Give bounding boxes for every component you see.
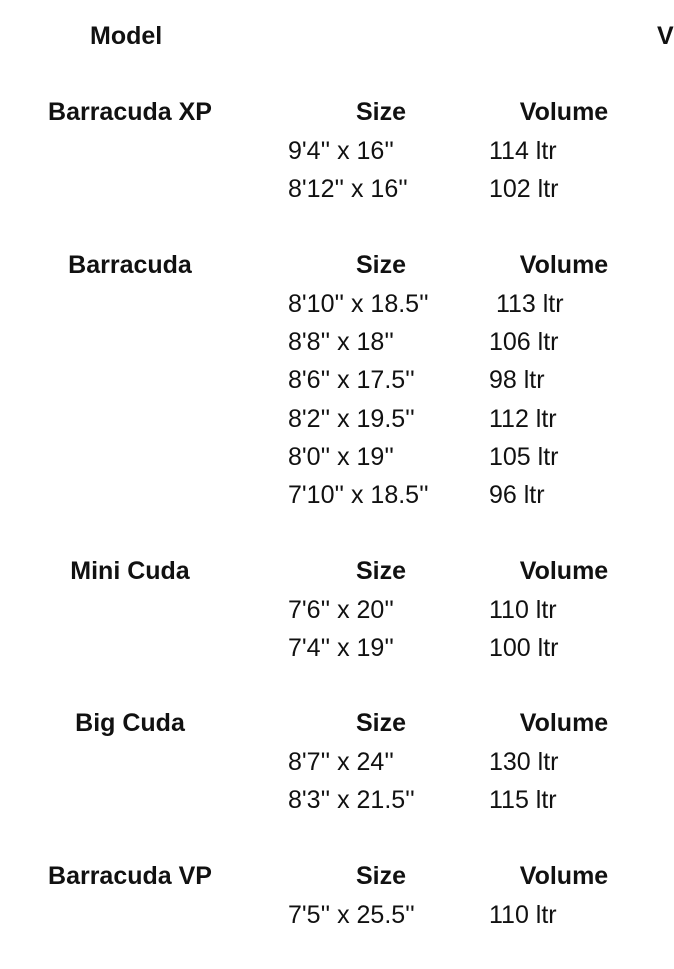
table-row (0, 364, 671, 402)
size-value: 8'7'' x 24'' (288, 748, 394, 776)
size-header: Size (355, 251, 407, 279)
table-row (0, 173, 671, 211)
table-row (0, 632, 671, 670)
size-value: 7'6'' x 20'' (288, 596, 394, 624)
model-name: Mini Cuda (70, 557, 190, 585)
table-row (0, 594, 671, 632)
size-volume-list (0, 899, 671, 937)
size-value: 9'4'' x 16'' (288, 137, 394, 165)
size-volume-list (0, 135, 671, 211)
table-row (0, 326, 671, 364)
volume-value: 115 ltr (489, 786, 557, 815)
size-value: 8'8'' x 18'' (288, 328, 394, 357)
table-row (0, 403, 671, 441)
volume-header: Volume (519, 98, 609, 126)
volume-value: 110 ltr (489, 901, 557, 929)
cut-off-column-header: V (657, 22, 674, 50)
size-value: 7'4'' x 19'' (288, 634, 394, 663)
model-name: Barracuda VP (48, 862, 212, 890)
size-value: 8'2'' x 19.5'' (288, 404, 415, 433)
size-value: 8'6'' x 17.5'' (288, 366, 415, 395)
volume-value: 112 ltr (489, 404, 557, 433)
table-row (0, 288, 671, 326)
volume-value: 102 ltr (489, 175, 559, 204)
table-row (0, 135, 671, 173)
size-volume-list (0, 594, 671, 670)
size-header: Size (355, 557, 407, 585)
size-value: 8'10'' x 18.5'' (288, 290, 429, 318)
model-name: Barracuda (68, 251, 192, 279)
table-row (0, 479, 671, 517)
size-header: Size (355, 98, 407, 126)
volume-header: Volume (519, 557, 609, 585)
table-row (0, 441, 671, 479)
volume-value: 100 ltr (489, 634, 559, 663)
volume-value: 105 ltr (489, 442, 559, 471)
volume-value: 113 ltr (489, 290, 564, 318)
size-header: Size (355, 862, 407, 890)
size-volume-list (0, 288, 671, 517)
volume-value: 110 ltr (489, 596, 557, 624)
volume-value: 130 ltr (489, 748, 559, 776)
table-row (0, 899, 671, 937)
size-value: 8'3'' x 21.5'' (288, 786, 415, 815)
size-value: 8'12'' x 16'' (288, 175, 408, 204)
volume-value: 98 ltr (489, 366, 545, 395)
model-column-header: Model (90, 22, 163, 50)
model-name: Big Cuda (75, 709, 185, 737)
volume-header: Volume (519, 709, 609, 737)
model-name: Barracuda XP (48, 98, 212, 126)
size-volume-list (0, 746, 671, 822)
size-value: 8'0'' x 19'' (288, 442, 394, 471)
volume-value: 96 ltr (489, 480, 545, 509)
size-value: 7'10'' x 18.5'' (288, 480, 429, 509)
table-row (0, 784, 671, 822)
volume-header: Volume (519, 251, 609, 279)
size-header: Size (355, 709, 407, 737)
volume-value: 114 ltr (489, 137, 557, 165)
table-row (0, 746, 671, 784)
size-value: 7'5'' x 25.5'' (288, 901, 415, 929)
volume-value: 106 ltr (489, 328, 559, 357)
volume-header: Volume (519, 862, 609, 890)
